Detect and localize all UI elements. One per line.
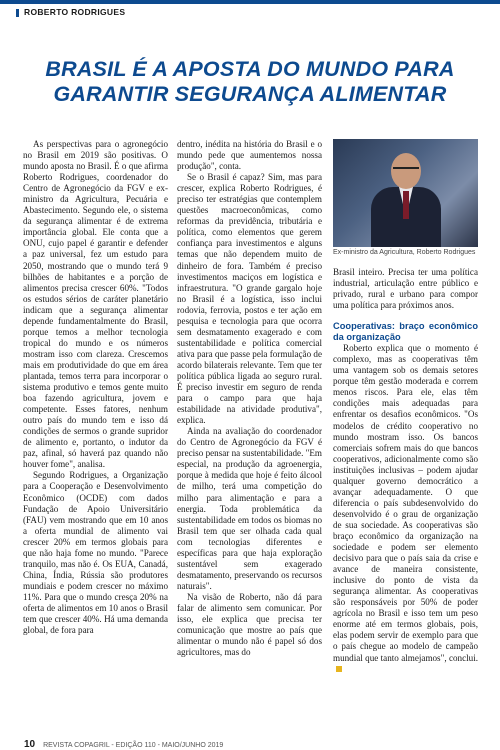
article-column-2 xyxy=(177,139,322,658)
section-subheading: Cooperativas: braço econômico da organização xyxy=(333,321,478,343)
paragraph: As perspectivas para o agronegócio no Brasil em 2019 são positivas. O mundo aposta no Brasil. É o que afirma Roberto Rodrigues, coordenador do Centro de Agronegócio da FGV e ex-ministro da Agricultura, Pecuária e Abastecimento. Segundo ele, o sistema da segurança alimentar é de extrema importância global. Ele conta que a ONU, cujo papel é garantir e defender a paz universal, fez um estudo para 2050, mostrando que o mundo terá 9 bilhões de habitantes e a porção de alimentos precisa crescer 60%. "Todos os estudos sérios de caráter planetário indicam que a segurança alimentar depende fundamentalmente do Brasil, porque temos a melhor tecnologia tropical do mundo e os números mostram isso com clareza. Crescemos mais em produtividade do que em área plantada, temos terra para incorporar o sistema produtivo e temos gente muito boa fazendo agricultura, jovem e competente. Esses fatores, nenhum outro país do mundo tem e isso dá condições de sermos o grande supridor de alimento e, portanto, o indutor da paz, afinal, só haverá paz quando não houver fome", analisa. xyxy=(23,139,168,470)
paragraph: Se o Brasil é capaz? Sim, mas para crescer, explica Roberto Rodrigues, é preciso ter estratégias que contemplem questões macroeconômicas, como reformas da previdência, tributária e política, como elementos que gerem confiança para investimentos e alguns temas que não dependem muito de dinheiro de fora. Também é preciso investimentos maciços em logística e infraestrutura. "O grande gargalo hoje no Brasil é a logística, isso inclui rodovia, ferrovia, postos e ter ação em pesquisa e tecnologia para que ocorra sem desmatamento exagerado e com sustentabilidade e política comercial ativa para que passe pela formulação de acordo bilaterais relevante. Tem que ter política pública ligada ao seguro rural. É preciso investir em seguro de renda para o campo para que haja estabilidade na atividade produtiva", explica. xyxy=(177,172,322,426)
paragraph-text: Roberto explica que o momento é complexo, mas as cooperativas têm uma vantagem sob os demais setores porque têm gestão moderada e correm menos riscos. Para ele, elas têm condições mais adequadas para enfrentar os desafios econômicos. "Os modelos de crédito cooperativo no mundo mostram isso. Os bancos comerciais sofrem mais do que bancos cooperativos, adicionalmente como são instituições inclusivas – podem ajudar qualquer governo democrático a avançar adequadamente. O que diferencia o país subdesenvolvido do desenvolvido é o grau de organização de sua sociedade. As cooperativas são braço econômico da organização na sociedade e podem ser elemento decisivo para que o país saia da crise e avance de maneira consistente, inclusive do ponto de vista da segurança alimentar. As cooperativas são responsáveis por 50% de poder agrícola no Brasil e isso tem um peso enorme até em termos globais, pois, elas podem servir de exemplo para que o país chegue ao modelo de campeão mundial que tanto almejamos", conclui. xyxy=(333,343,478,663)
publication-info: REVISTA COPAGRIL - EDIÇÃO 110 - MAIO/JUNHO 2019 xyxy=(43,742,224,749)
portrait-photo xyxy=(333,139,478,247)
top-bar xyxy=(0,0,500,18)
paragraph: dentro, inédita na história do Brasil e o mundo pede que aumentemos nossa produção", conta. xyxy=(177,139,322,172)
page-number: 10 xyxy=(24,739,36,750)
paragraph: Ainda na avaliação do coordenador do Centro de Agronegócio da FGV é preciso pensar na sustentabilidade. "Em especial, na produção da agroenergia, porque à medida que hoje é feito álcool de milho, terá uma competição do milho para alimentação e para a energia. Toda problemática da sustentabilidade em todos os biomas no Brasil tem que ser olhada cada qual com tecnologias diferentes e específicas para que haja exploração sustentável sem exagerado desmatamento, preservando os recursos naturais". xyxy=(177,426,322,591)
person-figure xyxy=(371,153,441,247)
article-title: BRASIL É A APOSTA DO MUNDO PARA GARANTIR SEGURANÇA ALIMENTAR xyxy=(45,57,455,106)
end-mark-icon xyxy=(336,666,342,672)
author-tag: ROBERTO RODRIGUES xyxy=(24,7,126,17)
top-accent-line xyxy=(0,0,500,4)
page-footer xyxy=(24,739,223,750)
paragraph: Segundo Rodrigues, a Organização para a Cooperação e Desenvolvimento Econômico (OCDE) com dados Fundação de Apoio Universitário (FAU) vem mostrando que em 10 anos a oferta mundial de alimento vai crescer 20% em termos globais para que não haja fome no mundo. "Parece tranquilo, mas não é. Os EUA, Canadá, China, Índia, Rússia são produtores mundiais e podem crescer no máximo 11%. Para que o mundo cresça 20% na oferta de alimentos em 10 anos o Brasil tem que crescer 40%. Há uma demanda global, de fora para xyxy=(23,470,168,636)
paragraph xyxy=(333,343,478,674)
photo-caption: Ex-ministro da Agricultura, Roberto Rodrigues xyxy=(333,249,476,256)
glasses xyxy=(393,167,419,172)
paragraph: Na visão de Roberto, não dá para falar de alimento sem comunicar. Por isso, ele explica que precisa ter comunicação que mostre ao país que alimentar o mundo não é papel só dos agricultores, mas do xyxy=(177,591,322,658)
article-column-3 xyxy=(333,267,478,675)
tie xyxy=(403,191,409,219)
paragraph: Brasil inteiro. Precisa ter uma política industrial, articulação entre público e privado, rural e urbano para compor uma política para próximos anos. xyxy=(333,267,478,311)
article-column-1 xyxy=(23,139,168,636)
